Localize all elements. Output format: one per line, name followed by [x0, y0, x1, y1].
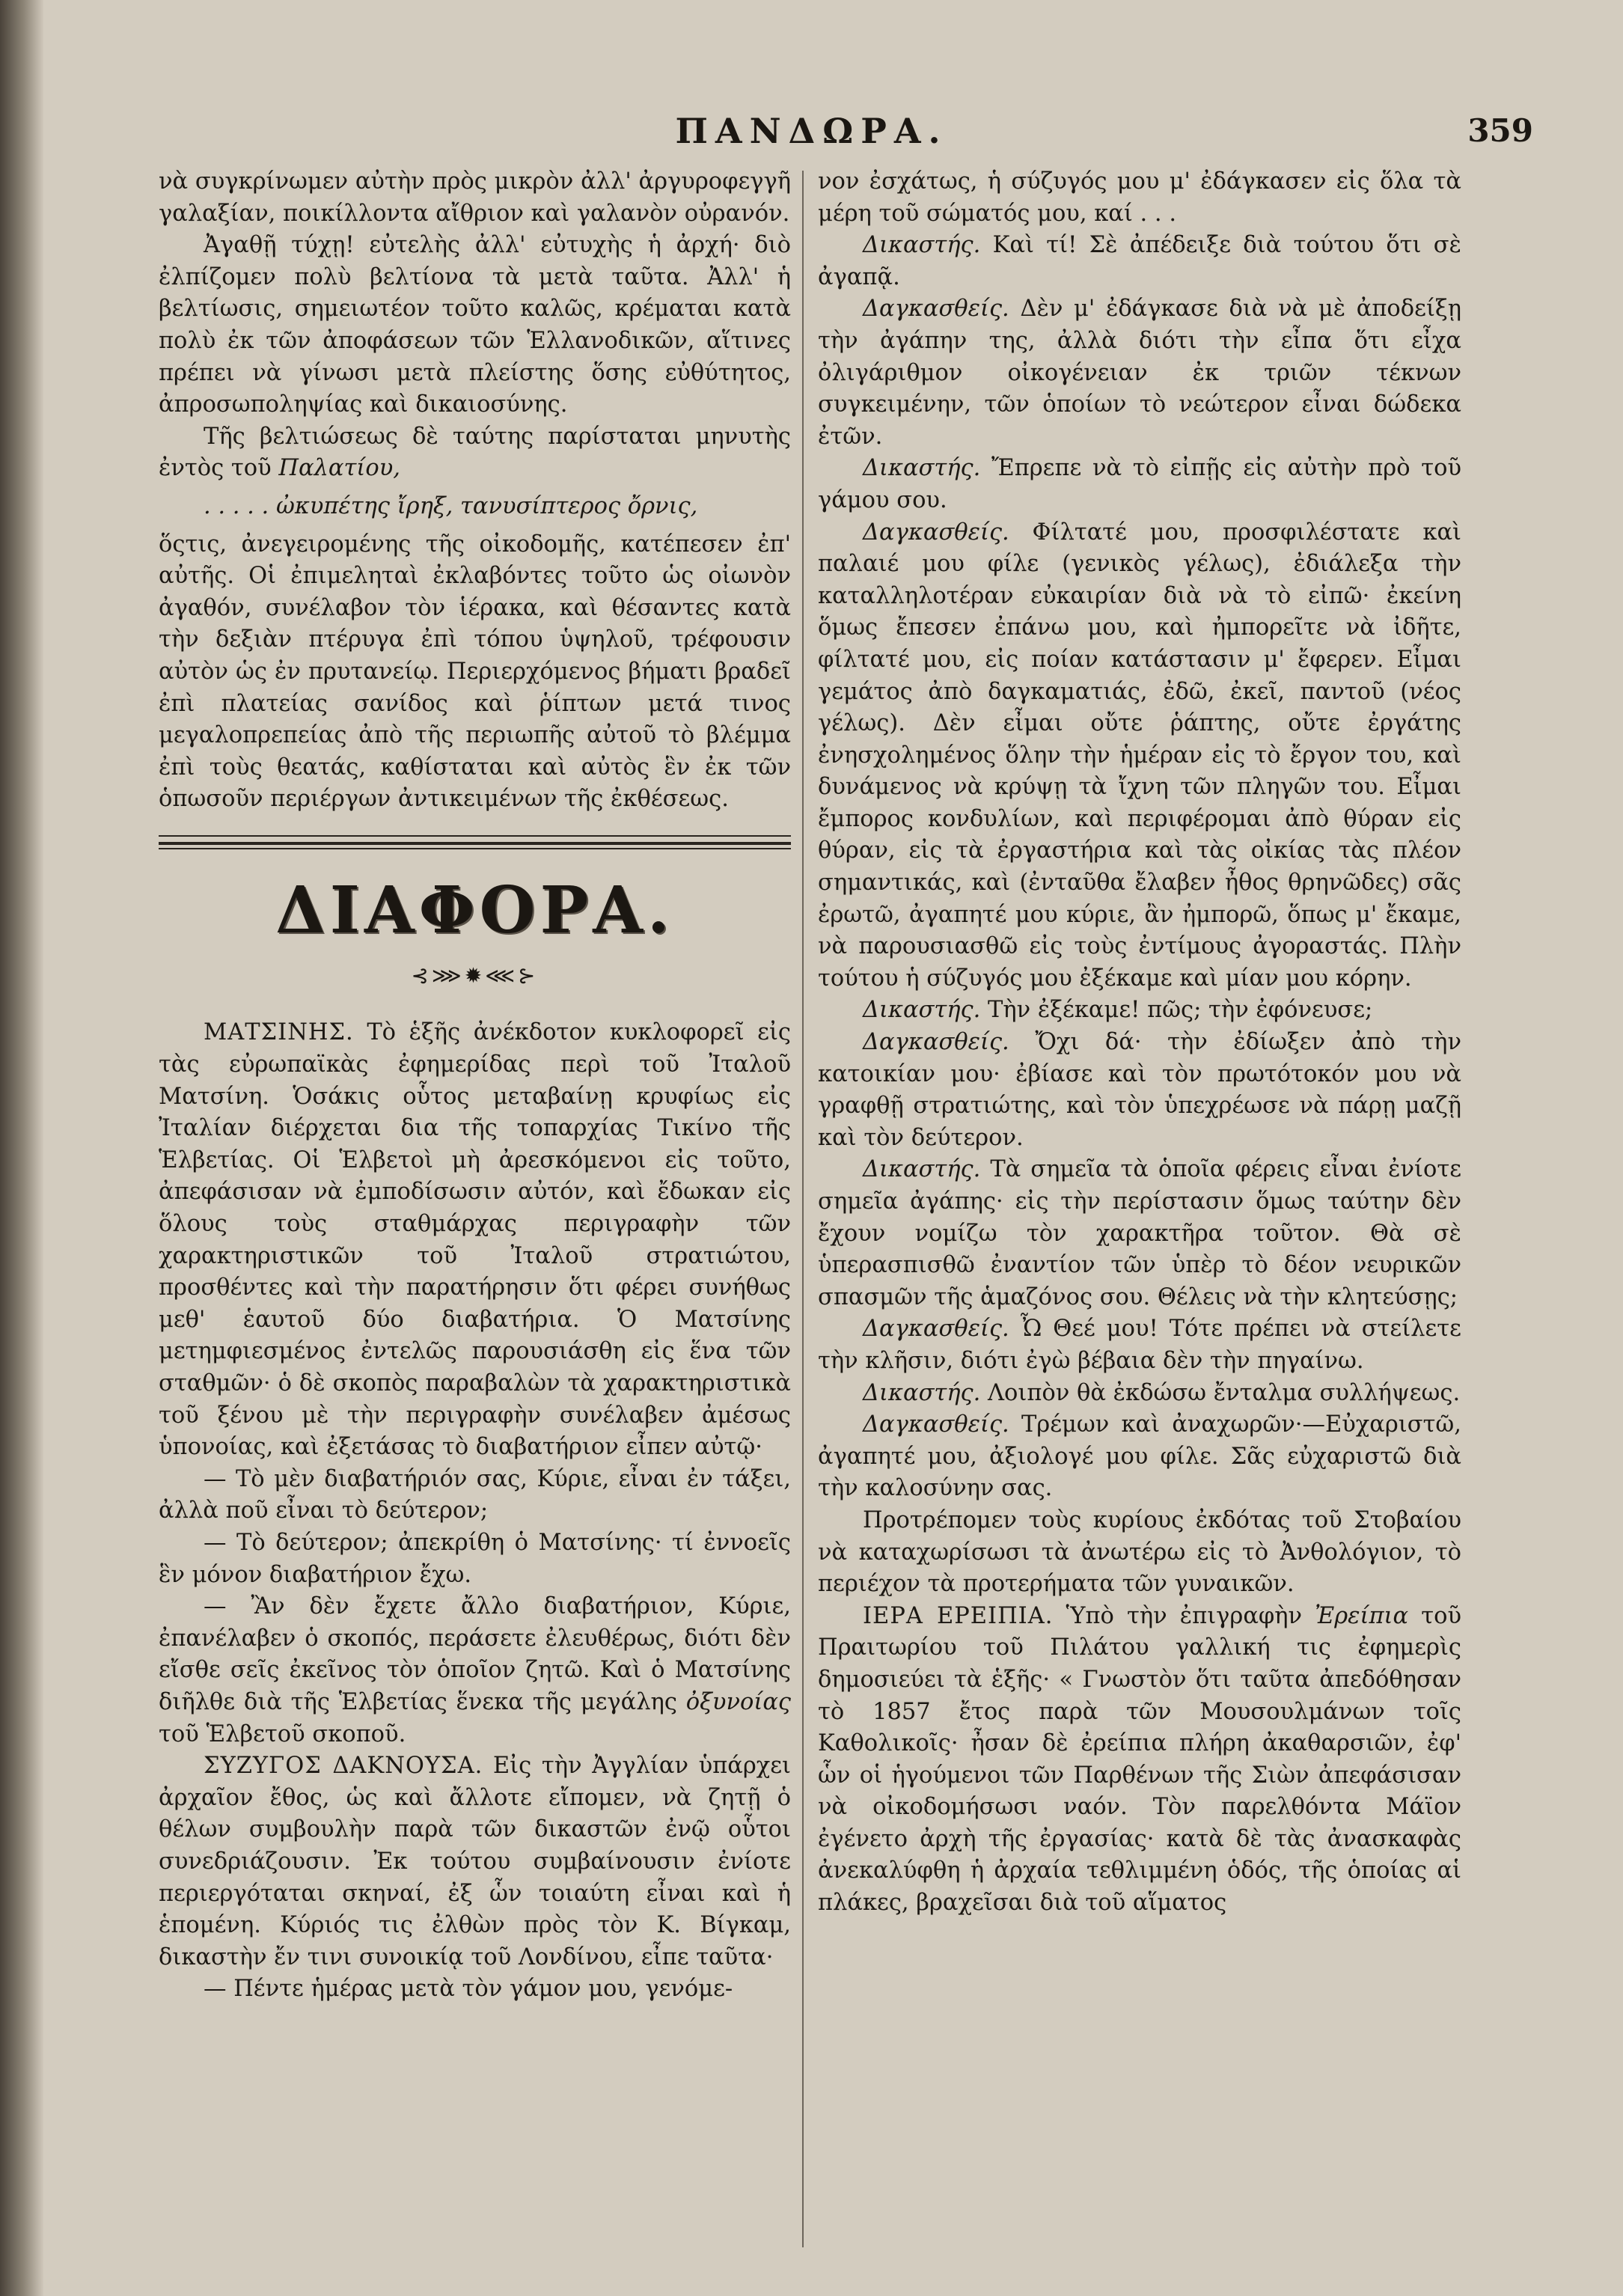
- section-title-diafora: ΔΙΑΦΟΡΑ.: [275, 872, 674, 948]
- speech: Τὰ σημεῖα τὰ ὁποῖα φέρεις εἶναι ἐνίοτε σημεῖα ἀγάπης· εἰς τὴν περίστασιν ὅμως ταύτην δὲν ἔχουν νομίζω τὸν χαρακτῆρα τοῦτον. Θὰ σὲ ὑπερασπισθῶ ἐναντίον τῶν ὑπὲρ τὸ δέον νευρικῶν σπασμῶν τῆς ἁμαζόνος σου. Θέλεις νὰ τὴν κλητεύσῃς;: [818, 1156, 1461, 1310]
- syzygos-text: Εἰς τὴν Ἀγγλίαν ὑπάρχει ἀρχαῖον ἔθος, ὡς καὶ ἄλλοτε εἴπομεν, νὰ ζητῇ ὁ θέλων συμβουλὴν παρὰ τῶν δικαστῶν ἐνῷ οὗτοι συνεδριάζουσιν. Ἐκ τούτου συμβαίνουσιν ἐνίοτε περιεργόταται σκηναί, ἐξ ὧν τοιαύτη εἶναι καὶ ἡ ἑπομένη. Κύριός τις ἐλθὼν πρὸς τὸν Κ. Βίγκαμ, δικαστὴν ἔν τινι συνοικίᾳ τοῦ Λονδίνου, εἶπε ταῦτα·: [159, 1753, 791, 1970]
- dialogue-line: — Πέντε ἡμέρας μετὰ τὸν γάμον μου, γενόμε-: [204, 1976, 733, 2003]
- page-number: 359: [1467, 112, 1533, 149]
- speaker: Δαγκασθείς.: [863, 296, 1009, 323]
- matsinis-heading: ΜΑΤΣΙΝΗΣ.: [204, 1019, 354, 1046]
- speech: Δὲν μ' ἐδάγκασε διὰ νὰ μὲ ἀποδείξῃ τὴν ἀγάπην της, ἀλλὰ διότι τὴν εἶπα ὅτι εἶχα ὀλιγάριθμον οἰκογένειαν ἐκ τριῶν τέκνων συγκειμένην, τῶν ὁποίων τὸ νεώτερον εἶναι δώδεκα ἐτῶν.: [818, 296, 1461, 450]
- speech: Ἔπρεπε νὰ τὸ εἰπῇς εἰς αὐτὴν πρὸ τοῦ γάμου σου.: [818, 455, 1461, 513]
- speech: Ὄχι δά· τὴν ἐδίωξεν ἀπὸ τὴν κατοικίαν μου· ἐβίασε καὶ τὸν πρωτότοκόν μου νὰ γραφθῇ στρατιώτης, καὶ τὸν ὑπεχρέωσε νὰ πάρῃ μαζῇ καὶ τὸν δεύτερον.: [818, 1029, 1461, 1151]
- left-column: [159, 166, 791, 2006]
- speech: Καὶ τί! Σὲ ἀπέδειξε διὰ τούτου ὅτι σὲ ἀγαπᾷ.: [818, 232, 1461, 290]
- speaker: Δαγκασθείς.: [863, 1029, 1009, 1056]
- speech: Φίλτατέ μου, προσφιλέστατε καὶ παλαιέ μου φίλε (γενικὸς γέλως), ἐδιάλεξα τὴν καταλληλοτέραν εὐκαιρίαν διὰ νὰ τὸ εἰπῶ· ἐκείνη ὅμως ἔπεσεν ἐπάνω μου, καὶ ἠμπορεῖτε νὰ ἰδῆτε, φίλτατέ μου, εἰς ποίαν κατάστασιν μ' ἔφερεν. Εἶμαι γεμάτος ἀπὸ δαγκαματιάς, ἐδῶ, ἐκεῖ, παντοῦ (νέος γέλως). Δὲν εἶμαι οὔτε ῥάπτης, οὔτε ἐργάτης ἐνησχολημένος ὅλην τὴν ἡμέραν εἰς τὸ ἔργον του, καὶ δυνάμενος νὰ κρύψῃ τὰ ἴχνη τῶν πληγῶν του. Εἶμαι ἔμπορος κονδυλίων, καὶ περιφέρομαι ἀπὸ θύραν εἰς θύραν, εἰς τὰ ἐργαστήρια καὶ τὰς οἰκίας τὰς πλέον σημαντικάς, καὶ (ἐνταῦθα ἔλαβεν ἦθος θρηνῶδες) σᾶς ἐρωτῶ, ἀγαπητέ μου κύριε, ἂν ἠμπορῶ, ὅπως μ' ἔκαμε, νὰ παρουσιασθῶ εἰς τοὺς ἐντίμους ἀγοραστάς. Πλὴν τούτου ἡ σύζυγός μου ἐξέκαμε καὶ μίαν μου κόρην.: [818, 519, 1461, 992]
- ruins-italic: Ἐρείπια: [1315, 1602, 1409, 1629]
- exchange: [818, 230, 1461, 293]
- speech: Τὴν ἐξέκαμε! πῶς; τὴν ἐφόνευσε;: [980, 997, 1373, 1024]
- right-column: [818, 166, 1461, 1920]
- palace-text: Τῆς βελτιώσεως δὲ ταύτης παρίσταται μηνυτὴς ἐντὸς τοῦ: [159, 423, 791, 482]
- paragraph-good-fortune: Ἀγαθῇ τύχῃ! εὐτελὴς ἀλλ' εὐτυχὴς ἡ ἀρχή· διὸ ἐλπίζομεν πολὺ βελτίονα τὰ μετὰ ταῦτα. Ἀλλ' ἡ βελτίωσις, σημειωτέον τοῦτο καλῶς, κρέμαται κατὰ πολὺ ἐκ τῶν ἀποφάσεων τῶν Ἑλλανοδικῶν, αἵτινες πρέπει νὰ γίνωσι μετὰ πλείστης ὅσης εὐθύτητος, ἀπροσωποληψίας καὶ δικαιοσύνης.: [159, 232, 791, 418]
- exchange: [818, 517, 1461, 995]
- exchange: [818, 1154, 1461, 1313]
- palace-italic: Παλατίου,: [278, 455, 400, 482]
- speech: Λοιπὸν θὰ ἐκδώσω ἔνταλμα συλλήψεως.: [980, 1379, 1461, 1406]
- section-rule-thin: [159, 848, 791, 849]
- dialogue-line: [159, 1591, 791, 1750]
- exchange: [818, 995, 1461, 1027]
- paragraph-exhortation: Προτρέπομεν τοὺς κυρίους ἐκδότας τοῦ Στοβαίου νὰ καταχωρίσωσι τὰ ἀνωτέρω εἰς τὸ Ἀνθολόγιον, τὸ περιέχον τὰ προτερήματα τῶν γυναικῶν.: [818, 1506, 1461, 1598]
- exchange: [818, 293, 1461, 453]
- article-syzygos: [159, 1750, 791, 1973]
- syzygos-heading: ΣΥΖΥΓΟΣ ΔΑΚΝΟΥΣΑ.: [204, 1753, 483, 1780]
- dialogue-line: — Τὸ δεύτερον; ἀπεκρίθη ὁ Ματσίνης· τί ἐννοεῖς ἓν μόνον διαβατήριον ἔχω.: [159, 1529, 791, 1588]
- paragraph-palace: [159, 421, 791, 485]
- dialogue-italic: ὀξυνοίας: [685, 1688, 791, 1715]
- ruins-text-cont: τοῦ Πραιτωρίου τοῦ Πιλάτου γαλλική τις ἐφημερὶς δημοσιεύει τὰ ἑξῆς· « Γνωστὸν ὅτι ταῦτα ἀπεδόθησαν τὸ 1857 ἔτος παρὰ τῶν Μουσουλμάνων τοῖς Καθολικοῖς· ἦσαν δὲ ἐρείπια πλήρη ἀκαθαρσιῶν, ἐφ' ὧν οἱ ἡγούμενοι τῶν Παρθένων τῆς Σιὼν ἀπεφάσισαν νὰ οἰκοδομήσωσι ναόν. Τὸν παρελθόντα Μάϊον ἐγένετο ἀρχὴ τῆς ἐργασίας· κατὰ δὲ τὰς ἀνασκαφὰς ἀνεκαλύφθη ἡ ἀρχαία τεθλιμμένη ὁδός, τῆς ὁποίας αἱ πλάκες, βραχεῖσαι διὰ τοῦ αἵματος: [818, 1602, 1461, 1917]
- speech: Τρέμων καὶ ἀναχωρῶν·—Εὐχαριστῶ, ἀγαπητέ μου, ἀξιολογέ μου φίλε. Σᾶς εὐχαριστῶ διὰ τὴν καλοσύνην σας.: [818, 1411, 1461, 1502]
- book-spine-shadow: [0, 0, 43, 2296]
- speaker: Δικαστής.: [863, 232, 981, 259]
- ruins-text: Ὑπὸ τὴν ἐπιγραφὴν: [1053, 1602, 1315, 1629]
- speaker: Δικαστής.: [863, 997, 981, 1024]
- column-divider: [802, 171, 804, 2247]
- article-ruins: [818, 1601, 1461, 1920]
- speaker: Δικαστής.: [863, 1379, 981, 1406]
- dialogue-end: τοῦ Ἑλβετοῦ σκοποῦ.: [159, 1721, 406, 1747]
- dialogue-line: — Τὸ μὲν διαβατήριόν σας, Κύριε, εἶναι ἐν τάξει, ἀλλὰ ποῦ εἶναι τὸ δεύτερον;: [159, 1465, 791, 1524]
- paragraph-continued: νον ἐσχάτως, ἡ σύζυγός μου μ' ἐδάγκασεν εἰς ὅλα τὰ μέρη τοῦ σώματός μου, καί . . .: [818, 168, 1461, 227]
- dialogue-text: — Ἂν δὲν ἔχετε ἄλλο διαβατήριον, Κύριε, ἐπανέλαβεν ὁ σκοπός, περάσετε ἐλευθέρως, διότι δὲν εἴσθε σεῖς ἐκεῖνος τὸν ὁποῖον ζητῶ. Καὶ ὁ Ματσίνης διῆλθε διὰ τῆς Ἑλβετίας ἕνεκα τῆς μεγάλης: [159, 1593, 791, 1715]
- speaker: Δικαστής.: [863, 1156, 981, 1183]
- exchange: [818, 1378, 1461, 1410]
- verse-quote: . . . . . ὠκυπέτης ἴρηξ, τανυσίπτερος ὄρνις,: [204, 492, 698, 519]
- speaker: Δαγκασθείς.: [863, 1316, 1009, 1343]
- ornament-divider: ⊰⋙✹⋘⊱: [411, 962, 539, 988]
- speech: Ὦ Θεέ μου! Τότε πρέπει νὰ στείλετε τὴν κλῆσιν, διότι ἐγὼ βέβαια δὲν τὴν πηγαίνω.: [818, 1316, 1461, 1374]
- paragraph-continued: νὰ συγκρίνωμεν αὐτὴν πρὸς μικρὸν ἀλλ' ἀργυροφεγγῆ γαλαξίαν, ποικίλλοντα αἴθριον καὶ γαλανὸν οὐρανόν.: [159, 168, 791, 227]
- article-matsinis: [159, 1017, 791, 1463]
- exchange: [818, 1027, 1461, 1154]
- running-head-title: ΠΑΝΔΩΡΑ.: [675, 111, 948, 151]
- ruins-heading: ΙΕΡΑ ΕΡΕΙΠΙΑ.: [863, 1602, 1054, 1629]
- exchange: [818, 1409, 1461, 1505]
- paragraph-hawk: ὅςτις, ἀνεγειρομένης τῆς οἰκοδομῆς, κατέπεσεν ἐπ' αὐτῆς. Οἱ ἐπιμεληταὶ ἐκλαβόντες τοῦτο ὡς οἰωνὸν ἀγαθόν, συνέλαβον τὸν ἱέρακα, καὶ θέσαντες κατὰ τὴν δεξιὰν πτέρυγα ἐπὶ τόπου ὑψηλοῦ, τρέφουσιν αὐτὸν ὡς ἐν πρυτανείῳ. Περιερχόμενος βήματι βραδεῖ ἐπὶ πλατείας σανίδος καὶ ῥίπτων μετά τινος μεγαλοπρεπείας ἀπὸ τῆς περιωπῆς αὐτοῦ τὸ βλέμμα ἐπὶ τοὺς θεατάς, καθίσταται καὶ αὐτὸς ἓν ἐκ τῶν ὁπωσοῦν περιέργων ἀντικειμένων τῆς ἐκθέσεως.: [159, 531, 791, 813]
- exchange: [818, 1313, 1461, 1377]
- section-rule: [159, 835, 791, 845]
- speaker: Δαγκασθείς.: [863, 1411, 1009, 1438]
- speaker: Δαγκασθείς.: [863, 519, 1009, 546]
- speaker: Δικαστής.: [863, 455, 981, 482]
- matsinis-text: Τὸ ἑξῆς ἀνέκδοτον κυκλοφορεῖ εἰς τὰς εὐρωπαϊκὰς ἐφημερίδας περὶ τοῦ Ἰταλοῦ Ματσίνη. Ὁσάκις οὗτος μεταβαίνῃ κρυφίως εἰς Ἰταλίαν διέρχεται δια τῆς τοπαρχίας Τικίνο τῆς Ἑλβετίας. Οἱ Ἑλβετοὶ μὴ ἀρεσκόμενοι εἰς τοῦτο, ἀπεφάσισαν νὰ ἐμποδίσωσιν αὐτόν, καὶ ἔδωκαν εἰς ὅλους τοὺς σταθμάρχας περιγραφὴν τῶν χαρακτηριστικῶν τοῦ Ἰταλοῦ στρατιώτου, προσθέντες καὶ τὴν παρατήρησιν ὅτι φέρει συνήθως μεθ' ἑαυτοῦ δύο διαβατήρια. Ὁ Ματσίνης μετημφιεσμένος ἐντελῶς παρουσιάσθη εἰς ἕνα τῶν σταθμῶν· ὁ δὲ σκοπὸς παραβαλὼν τὰ χαρακτηριστικὰ τοῦ ξένου μὲ τὴν περιγραφὴν συνέλαβεν ἀμέσως ὑπονοίας, καὶ ἐξετάσας τὸ διαβατήριον εἶπεν αὐτῷ·: [159, 1019, 791, 1461]
- exchange: [818, 453, 1461, 516]
